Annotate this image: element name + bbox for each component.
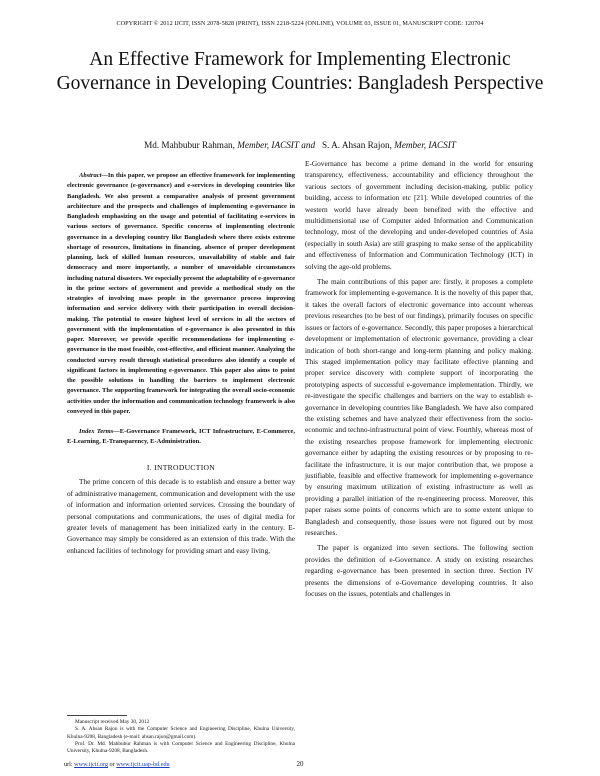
- abstract-lead: Abstract—: [79, 172, 108, 179]
- footer-url-separator: or: [108, 761, 117, 768]
- section-heading-introduction: I. INTRODUCTION: [146, 463, 216, 473]
- left-column: [67, 171, 295, 556]
- right-paragraph-2: The main contributions of this paper are: firstly, it proposes a complete framework for implementing e-governance. It is the novelty of this paper that, it takes the overall factors of electronic governance into account whereas previous researches (to be best of our findings), primarily focuses on specific issues or factors of e-governance. Secondly, this paper proposes a hierarchical development or implementation of electronic governance, providing a clear indication of both short-range and long-term planning and policy making. This staged implementation policy may facilitate effective planning and proper service discovery with complete support of incorporating the prototyping aspects of successful e-governance implementation. Thirdly, we re-investigate the specific challenges and barriers on the way to establish e-governance in developing countries like Bangladesh. We have also compared the existing schemes and have analyzed their effectiveness from the socio-economic and techno-infrastructural point of view. Fourthly, whereas most of the existing researches propose framework for implementing electronic governance either by adapting the existing resources or by proposing to re-facilitate the infrastructure, it is our major contribution that, we propose a justifiable, feasible and effective framework for implementing e-governance by ensuring maximum utilization of existing infrastructure as well as providing a parallel initiation of the re-engineering process. Moreover, this paper raises some points of concerns which are to some extent unique to Bangladesh and consequently, those issues were not figured out by most researches.: [305, 277, 533, 537]
- journal-header: COPYRIGHT © 2012 IJCIT, ISSN 2078-5828 (PRINT), ISSN 2218-5224 (ONLINE), VOLUME 03, ISSUE 01, MANUSCRIPT CODE: 120704: [116, 20, 484, 27]
- page-number: 20: [296, 760, 304, 768]
- footer-url-prefix: url:: [64, 761, 75, 768]
- right-column: [305, 158, 533, 599]
- journal-link-1[interactable]: www.ijcit.org: [74, 761, 108, 768]
- footnote-divider: [67, 715, 127, 716]
- author2-name: S. A. Ahsan Rajon,: [321, 140, 392, 150]
- right-paragraph-1: E-Governance has become a prime demand in the world for ensuring transparency, effectiveness, accountability and efficiency throughout the various sectors of government including decision-making, public policy building, access to information etc [21]. While developed countries of the western world have already been benefited with the effective and multidimensional use of Computer aided Information and Communication technology, most of the developing and under-developed countries of Asia (especially in south Asia) are still grasping to make sense of the applicability and effectiveness of Information and Communication Technology (ICT) in solving the age-old problems.: [305, 159, 533, 271]
- footnote-received: Manuscript received May 30, 2012: [75, 719, 150, 725]
- author1-name: Md. Mahbubur Rahman,: [144, 140, 235, 150]
- footnote-author-2: Prof. Dr. Md. Mahbubur Rahman is with Computer Science and Engineering Discipline, Khulna University, Khulna-9208, Bangladesh.: [67, 740, 295, 755]
- index-terms-lead: Index Terms—: [79, 428, 120, 435]
- index-terms-text: E-Governance Framework, ICT Infrastructure, E-Commerce, E-Learning, E-Transparency, E-Administration.: [67, 428, 295, 446]
- right-paragraph-3: The paper is organized into seven sections. The following section provides the definition of e-Governance. A study on existing researches regarding e-governance has been presented in section three. Section IV presents the dimensions of e-Governance developing countries. It also focuses on the issues, potentials and challenges in: [305, 543, 533, 599]
- intro-paragraph: The prime concern of this decade is to establish and ensure a better way of administrative management, communication and development with the use of information and information oriented services. Crossing the boundary of personal computations and communications, the uses of digital media for greater levels of management has been initialized early in the century. E-Governance may simply be considered as an extension of this trade. With the enhanced facilities of technology for providing smart and easy living,: [67, 477, 295, 555]
- author2-role: Member, IACSIT: [394, 140, 456, 150]
- footnote-author-1: S. A. Ahsan Rajon is with the Computer Science and Engineering Discipline, Khulna University, Khulna-9208, Bangladesh (e-mail: ahsan.rajon@gmail.com).: [67, 726, 295, 740]
- footnotes: [67, 719, 295, 755]
- author-conjunction: and: [301, 140, 316, 150]
- author1-role: Member, IACSIT: [237, 140, 299, 150]
- paper-title: An Effective Framework for Implementing Electronic Governance in Developing Countries: Bangladesh Perspective: [56, 49, 544, 94]
- index-terms: [67, 427, 295, 447]
- abstract-text: In this paper, we propose an effective framework for implementing electronic governance (e-governance) and e-services in developing countries like Bangladesh. We also present a comparative analysis of present government architecture and the prospects and challenges of implementing e-governance in Bangladesh emphasizing on the usage and potential of facilitating e-services in various sectors of governance. Specific concerns of implementing electronic governance in a developing country like Bangladesh where there exists extreme shortage of resources, limitations in financing, absence of proper development planning, lack of skilled human resources, unavailability of stable and fair democracy and more importantly, a number of unavoidable circumstances including natural disasters. We especially present the adaptability of e-governance in the prime sectors of government and provide a methodical study on the strategies of involving mass people in the governance process improving information and service delivery with their participation in overall decision-making. The potential to ensure highest level of services in all the sectors of government with the implementation of e-governance is also presented in this paper. Moreover, we provide specific recommendations for implementing e-governance in the most feasible, cost-effective, and efficient manner. Analyzing the conducted survey result through statistical procedures also identify a couple of significant factors in implementing e-governance. This paper also aims to point the possible solutions in handling the barriers to implement electronic governance. The supporting framework for integrating the overall socio-economic activities under the information and communication technology framework is also conveyed in this paper.: [67, 172, 295, 415]
- journal-link-2[interactable]: www.ijcit.uap-bd.edu: [116, 761, 170, 768]
- author-line: [0, 140, 600, 150]
- abstract: [67, 171, 295, 417]
